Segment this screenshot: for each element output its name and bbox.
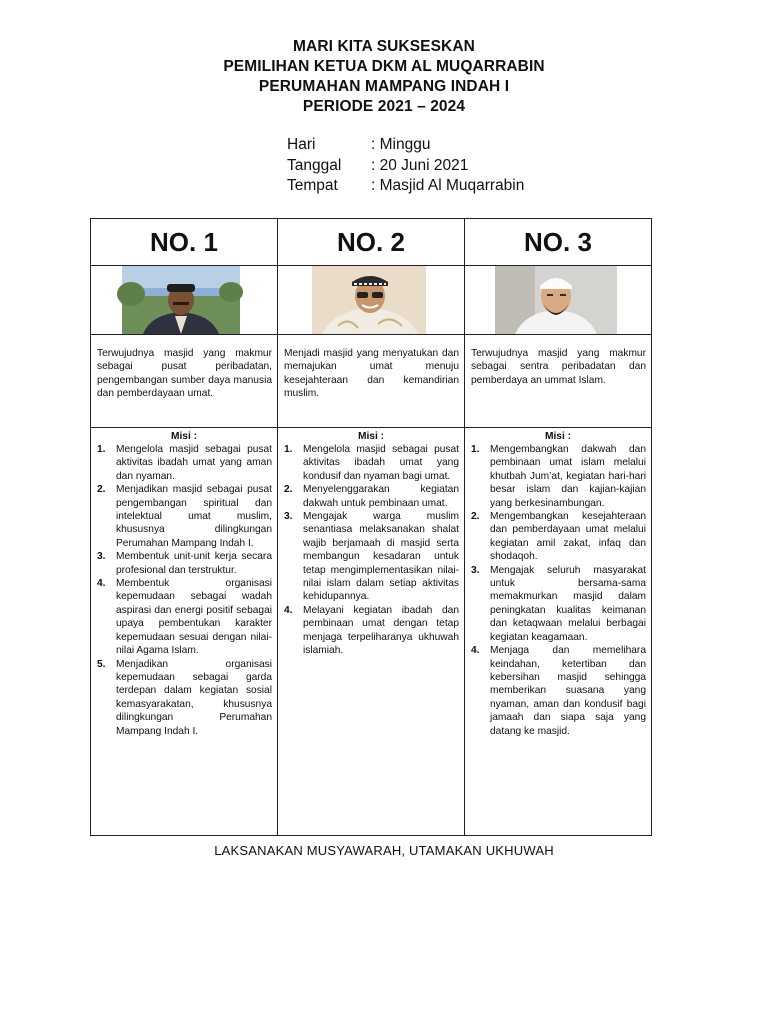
title-block: [0, 37, 768, 117]
footer-slogan: LAKSANAKAN MUSYAWARAH, UTAMAKAN UKHUWAH: [214, 843, 554, 858]
candidate-1-misi-list: [91, 443, 277, 738]
candidate-1-number-cell: [91, 219, 278, 266]
title-line-2: PEMILIHAN KETUA DKM AL MUQARRABIN: [223, 58, 545, 75]
misi-row: [91, 428, 652, 836]
candidate-1-misi-heading: Misi :: [170, 431, 198, 442]
misi-item: Menjadikan organisasi kepemudaan sebagai garda terdepan dalam kegiatan sosial kemasyarakatan, khususnya dilingkungan Perumahan Mampang Indah I.: [116, 658, 272, 737]
candidate-2-misi-list: [278, 443, 464, 658]
candidate-3-number-cell: [465, 219, 652, 266]
place-value: : Masjid Al Muqarrabin: [371, 176, 524, 197]
event-info: [287, 135, 524, 197]
info-row-date: [287, 156, 524, 177]
candidate-1-misi-cell: [91, 428, 278, 836]
candidate-2-photo: [278, 266, 465, 334]
info-row-place: [287, 176, 524, 197]
candidate-1-visi: Terwujudnya masjid yang makmur sebagai pusat peribadatan, pengembangan sumber daya manusia dan pemberdayaan umat.: [97, 348, 272, 400]
candidate-2-misi-heading: Misi :: [357, 431, 385, 442]
visi-row: [91, 335, 652, 428]
candidate-2-number-cell: [278, 219, 465, 266]
candidate-3-visi: Terwujudnya masjid yang makmur sebagai sentra peribadatan dan pemberdaya an ummat Islam.: [471, 348, 646, 386]
candidate-2-number: NO. 2: [337, 226, 405, 257]
place-label: Tempat: [287, 177, 338, 194]
candidate-3-number: NO. 3: [524, 226, 592, 257]
candidate-2-misi-cell: [278, 428, 465, 836]
day-value: : Minggu: [371, 135, 430, 156]
misi-item: Mengembangkan dakwah dan pembinaan umat islam melalui khutbah Jum’at, kegiatan hari-hari besar islam dan kajian-kajian yang berkesinambungan.: [490, 444, 646, 509]
misi-item: Membentuk unit-unit kerja secara profesional dan terstruktur.: [116, 551, 272, 576]
title-line-3: PERUMAHAN MAMPANG INDAH I: [258, 78, 510, 95]
candidate-1-visi-cell: [91, 335, 278, 428]
candidate-3-photo-cell: [465, 266, 652, 335]
misi-item: Mengembangkan kesejahteraan dan pemberdayaan umat melalui kegiatan amil zakat, infaq dan shodaqoh.: [490, 511, 646, 563]
candidate-2-photo-cell: [278, 266, 465, 335]
title-line-4: PERIODE 2021 – 2024: [302, 98, 466, 115]
misi-item: Menyelenggarakan kegiatan dakwah untuk pembinaan umat.: [303, 484, 459, 509]
misi-item: Mengelola masjid sebagai pusat aktivitas ibadah umat yang kondusif dan nyaman bagi umat.: [303, 444, 459, 482]
candidate-3-photo: [465, 266, 652, 334]
candidate-3-misi-heading: Misi :: [544, 431, 572, 442]
date-label: Tanggal: [287, 156, 342, 174]
misi-item: Mengajak seluruh masyarakat untuk bersama-sama memakmurkan masjid dalam peningkatan kualitas keimanan dan ketaqwaan melalui berbagai kegiatan keagamaan.: [490, 564, 646, 643]
candidate-1-photo-cell: [91, 266, 278, 335]
day-label: Hari: [287, 136, 316, 153]
misi-item: Membentuk organisasi kepemudaan sebagai wadah aspirasi dan energi positif sebagai upaya pembentukan karakter kepemudaan sesuai dengan nilai-nilai Agama Islam.: [116, 578, 272, 657]
number-row: [91, 219, 652, 266]
misi-item: Menjaga dan memelihara keindahan, ketertiban dan kebersihan masjid sehingga memberikan suasana yang nyaman, aman dan kondusif bagi jamaah dan siapa saja yang datang ke masjid.: [490, 645, 646, 737]
misi-item: Melayani kegiatan ibadah dan pembinaan umat dengan tetap menjaga terpeliharanya ukhuwah islamiah.: [303, 604, 459, 657]
candidate-1-number: NO. 1: [150, 226, 218, 257]
candidate-3-misi-cell: [465, 428, 652, 836]
misi-item: Menjadikan masjid sebagai pusat pengembangan spiritual dan intelektual umat muslim, khususnya dilingkungan Perumahan Mampang Indah I.: [116, 484, 272, 549]
misi-item: Mengelola masjid sebagai pusat aktivitas ibadah umat yang aman dan nyaman.: [116, 444, 272, 482]
candidates-table: [90, 218, 652, 836]
candidate-2-visi-cell: [278, 335, 465, 428]
candidate-2-visi: Menjadi masjid yang menyatukan dan memajukan umat menuju kesejahteraan dan kemandirian muslim.: [284, 348, 459, 400]
photo-row: [91, 266, 652, 335]
info-row-day: [287, 135, 524, 156]
candidate-3-misi-list: [465, 443, 651, 738]
title-line-1: MARI KITA SUKSESKAN: [293, 38, 475, 55]
date-value: : 20 Juni 2021: [371, 156, 468, 177]
misi-item: Mengajak warga muslim senantiasa melaksanakan shalat wajib berjamaah di masjid serta membangun kesadaran untuk tetap mengimplementasikan nilai-nilai islam dalam setiap aktivitas kehidupannya.: [303, 511, 459, 603]
candidate-1-photo: [91, 266, 278, 334]
candidate-3-visi-cell: [465, 335, 652, 428]
